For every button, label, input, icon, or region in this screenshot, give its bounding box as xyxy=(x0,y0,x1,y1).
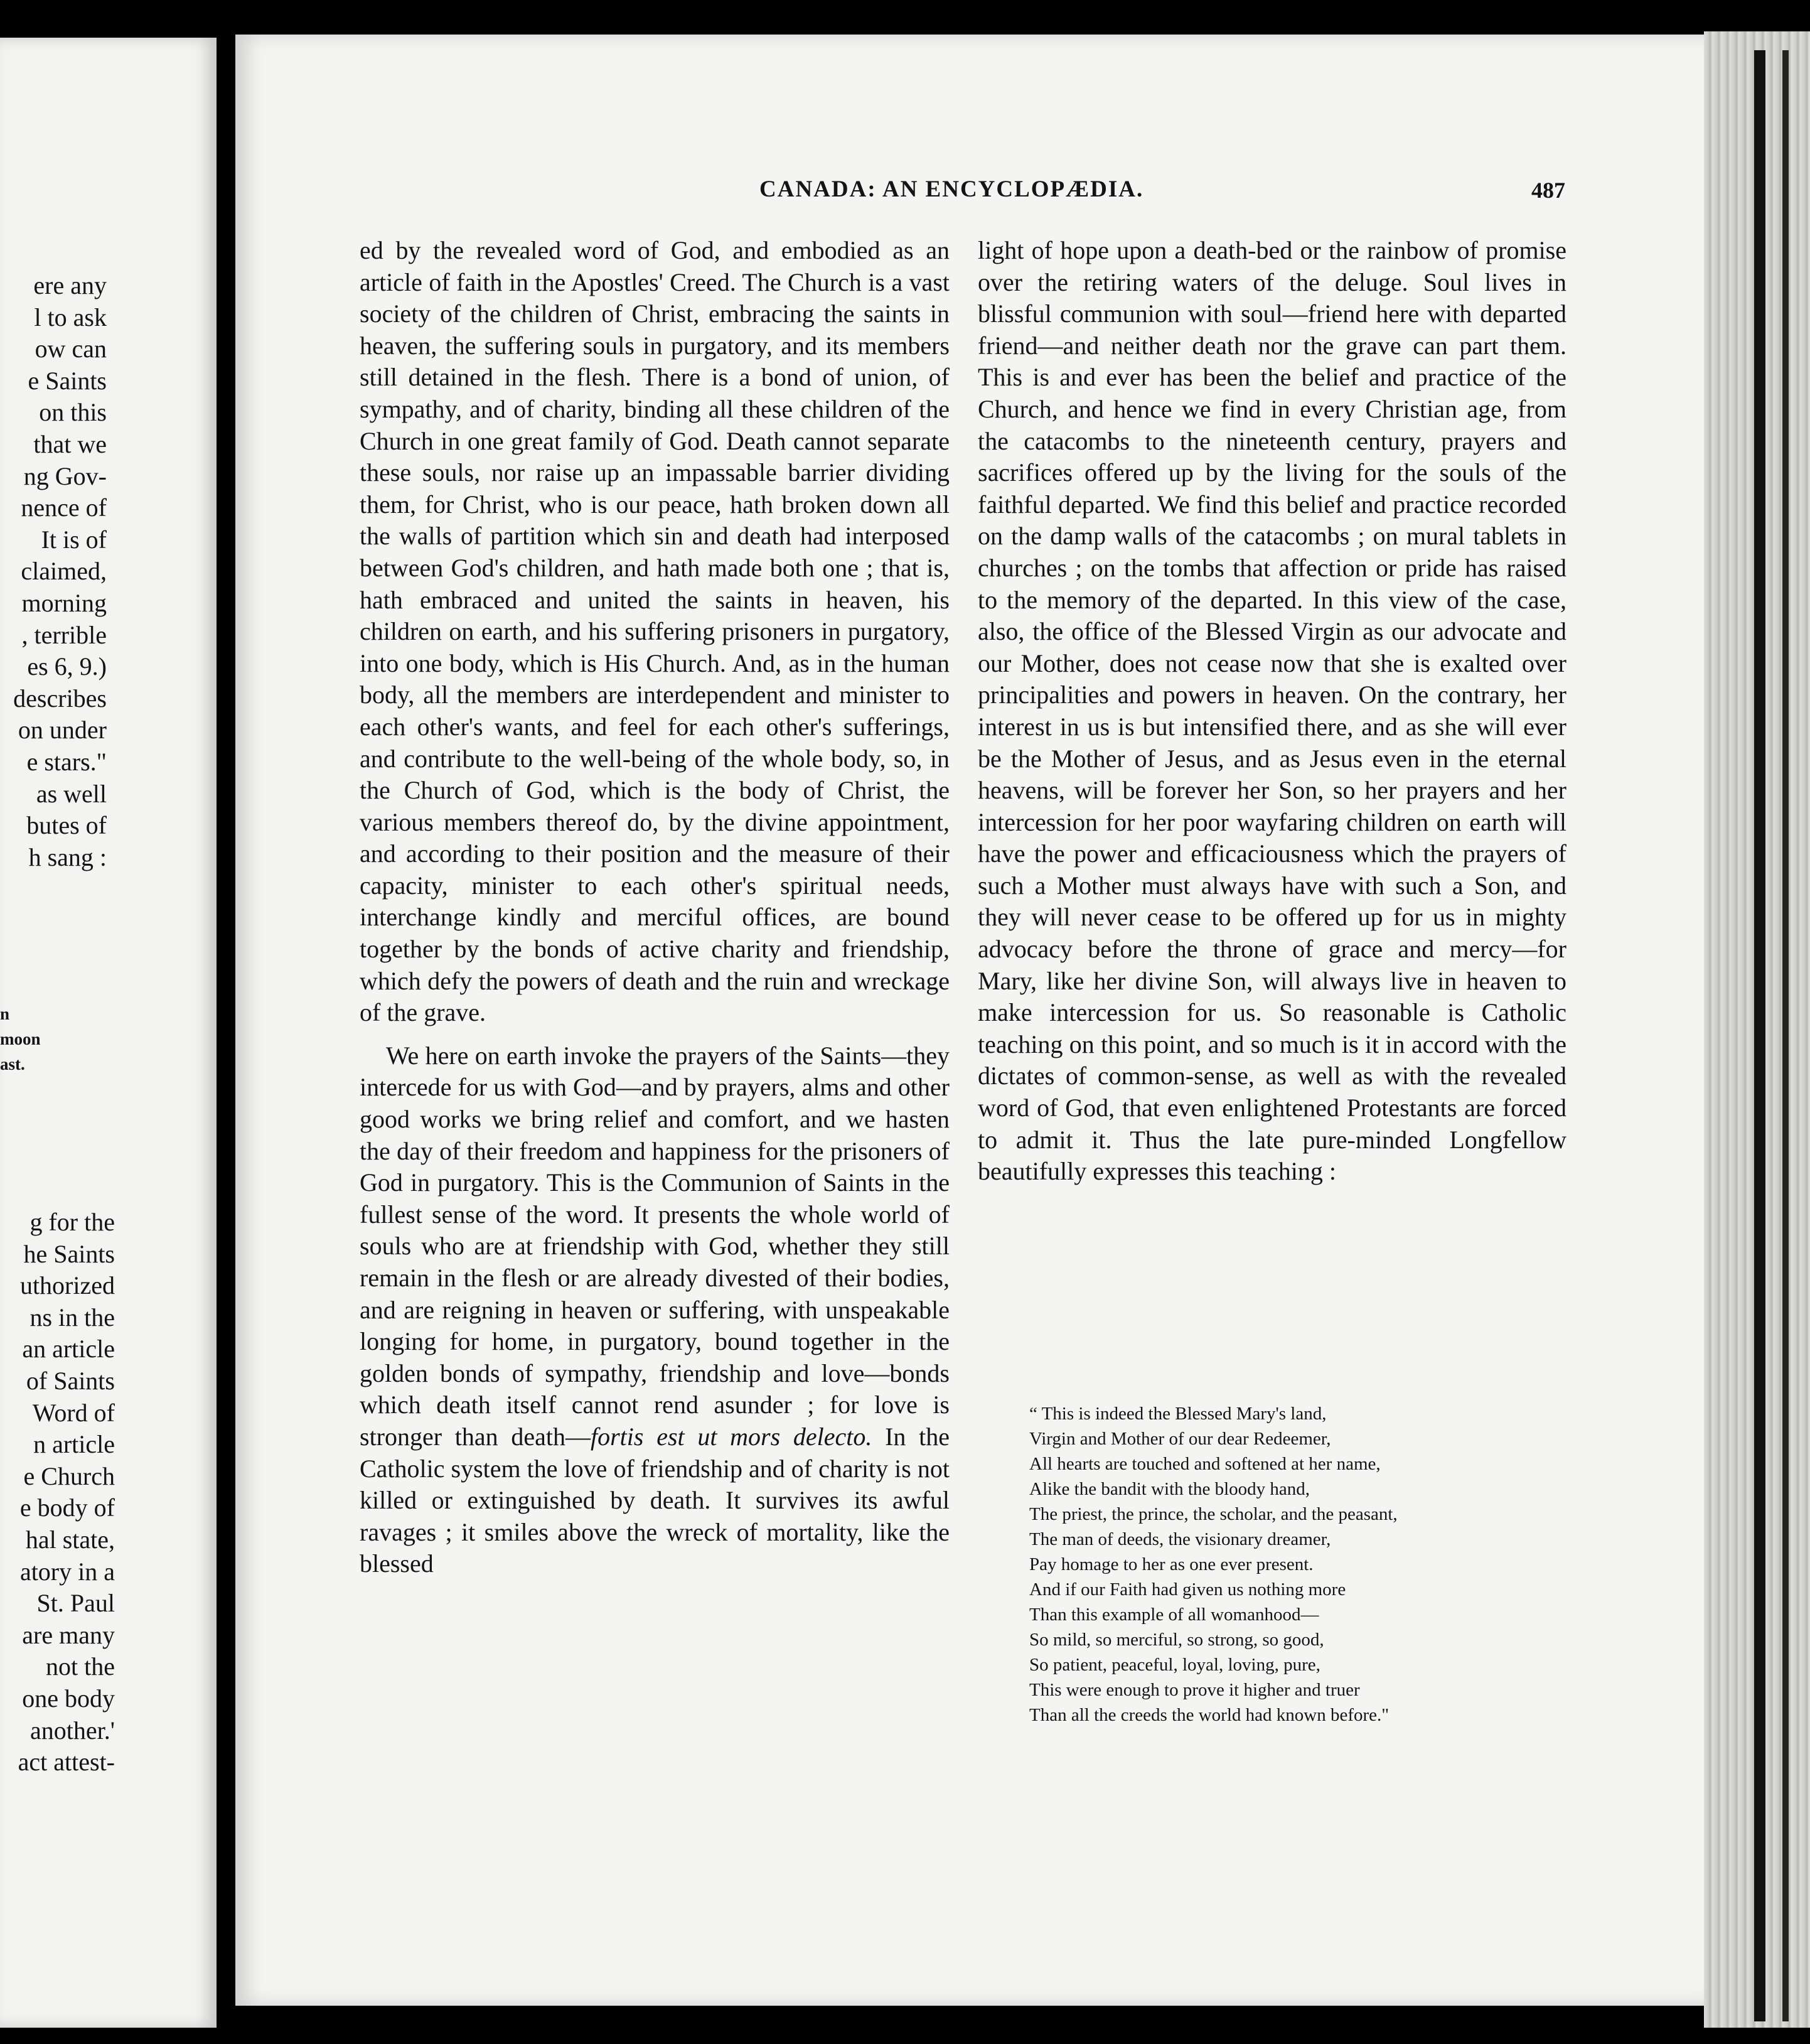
right-column xyxy=(978,235,1566,1188)
text-line: morning xyxy=(21,588,107,617)
text-line: uthorized xyxy=(19,1271,115,1300)
left-page xyxy=(0,38,217,2028)
text-line: another.' xyxy=(30,1716,115,1745)
text-line: on under xyxy=(18,716,107,745)
poem-line: So patient, peaceful, loyal, loving, pure, xyxy=(1029,1655,1320,1675)
text-line: ow can xyxy=(35,335,107,363)
text-line: ng Gov- xyxy=(23,461,107,490)
text-line: es 6, 9.) xyxy=(27,652,107,681)
text-line: ast. xyxy=(0,1055,25,1073)
text-line: butes of xyxy=(26,811,107,840)
text-line: , terrible xyxy=(21,620,107,649)
paragraph xyxy=(360,1040,950,1580)
left-page-text-bottom xyxy=(0,1207,115,1778)
text-line: h sang : xyxy=(28,842,107,871)
poem-line: And if our Faith had given us nothing more xyxy=(1029,1579,1346,1600)
text-line: e Church xyxy=(23,1461,115,1490)
text-line: n xyxy=(0,1004,10,1023)
paragraph-text: We here on earth invoke the prayers of the Saints—they intercede for us with God—and by prayers, alms and other good works we bring relief and comfort, and we hasten the day of their freedom and happiness for the prisoners of God in purgatory. This is the Communion of Saints in the fullest sense of the word. It presents the whole world of souls who are at friendship with God, whether they still remain in the flesh or are already divested of their bodies, and are reigning in heaven or suffering, with unspeakable longing for home, in purgatory, bound together in the golden bonds of sympathy, friendship and love—bonds which death itself cannot rend asunder ; for love is stronger than death— xyxy=(360,1041,950,1451)
running-head: CANADA: AN ENCYCLOPÆDIA. xyxy=(759,176,1144,202)
text-line: e Saints xyxy=(28,366,107,395)
latin-phrase: fortis est ut mors delecto. xyxy=(591,1422,872,1451)
left-column xyxy=(360,235,950,1580)
text-line: Word of xyxy=(32,1398,115,1427)
left-page-text-top xyxy=(0,270,107,873)
poem-line: This were enough to prove it higher and truer xyxy=(1029,1680,1360,1700)
poem-line: Alike the bandit with the bloody hand, xyxy=(1029,1479,1310,1499)
page-edge-shadow xyxy=(1782,50,1789,2021)
paragraph: light of hope upon a death-bed or the rainbow of promise over the retiring waters of the deluge. Soul lives in blissful communion with soul—friend here with departed friend—and neither death nor the grave can part them. This is and ever has been the belief and practice of the Church, and hence we find in every Christian age, from the catacombs to the nineteenth century, prayers and sacrifices offered up by the living for the souls of the faithful departed. We find this belief and practice recorded on the damp walls of the catacombs ; on mural tablets in churches ; on the tombs that affection or pride has raised to the memory of the departed. In this view of the case, also, the office of the Blessed Virgin as our advocate and our Mother, does not cease now that she is exalted over principalities and powers in heaven. On the contrary, her interest in us is but intensified there, and as she will ever be the Mother of Jesus, and as Jesus even in the eternal heavens, will be forever her Son, so her prayers and her intercession for her poor wayfaring children on earth will have the power and efficaciousness which the prayers of such a Mother must always have with such a Son, and they will never cease to be offered up for us in mighty advocacy before the throne of grace and mercy—for Mary, like her divine Son, will always live in heaven to make intercession for us. So reasonable is Catholic teaching on this point, and so much is it in accord with the dictates of common-sense, as well as with the revealed word of God, that even enlightened Protestants are forced to admit it. Thus the late pure-minded Longfellow beautifully expresses this teaching : xyxy=(978,236,1566,1186)
poem-line: All hearts are touched and softened at her name, xyxy=(1029,1454,1381,1474)
text-line: ns in the xyxy=(29,1303,115,1331)
text-line: St. Paul xyxy=(36,1589,115,1618)
text-line: hal state, xyxy=(25,1525,115,1554)
text-line: g for the xyxy=(29,1208,115,1236)
text-line: that we xyxy=(33,429,107,458)
poem-line: Than all the creeds the world had known before." xyxy=(1029,1705,1390,1725)
text-line: l to ask xyxy=(34,303,107,331)
poem-line: Pay homage to her as one ever present. xyxy=(1029,1554,1314,1574)
text-line: describes xyxy=(13,684,107,713)
paragraph-text: In the Catholic system the love of friendship and of charity is not killed or extinguished by death. It survives its awful ravages ; it smiles above the wreck of mortality, like the blessed xyxy=(360,1422,950,1578)
text-line: as well xyxy=(36,779,107,808)
poem-line: “ This is indeed the Blessed Mary's land, xyxy=(1029,1404,1327,1424)
poem-line: So mild, so merciful, so strong, so good, xyxy=(1029,1630,1324,1650)
text-line: atory in a xyxy=(19,1557,115,1586)
text-line: It is of xyxy=(41,525,107,554)
poem-line: Than this example of all womanhood— xyxy=(1029,1605,1319,1625)
text-line: are many xyxy=(22,1620,115,1649)
text-line: e stars." xyxy=(26,747,107,776)
text-line: e body of xyxy=(19,1493,115,1522)
text-line: nence of xyxy=(21,493,107,522)
left-page-quote-fragment xyxy=(0,1001,75,1077)
text-line: moon xyxy=(0,1030,41,1048)
page-number: 487 xyxy=(1531,178,1565,203)
text-line: n article xyxy=(33,1430,115,1459)
paragraph: ed by the revealed word of God, and embodied as an article of faith in the Apostles' Creed. The Church is a vast society of the children of Christ, embracing the saints in heaven, the suffering souls in purgatory, and its members still detained in the flesh. There is a bond of union, of sympathy, and of charity, binding all these children of the Church in one great family of God. Death cannot separate these souls, nor raise up an impassable barrier dividing them, for Christ, who is our peace, hath broken down all the walls of partition which sin and death had interposed between God's children, and hath made both one ; that is, hath embraced and united the saints in heaven, his children on earth, and his suffering prisoners in purgatory, into one body, which is His Church. And, as in the human body, all the members are interdependent and minister to each other's wants, and feel for each other's sufferings, and contribute to the well-being of the whole body, so, in the Church of God, which is the body of Christ, the various members thereof do, by the divine appointment, and according to their position and the measure of their capacity, minister to each other's spiritual needs, interchange kindly and merciful offices, are bound together by the bonds of active charity and friendship, which defy the powers of death and the ruin and wreckage of the grave. xyxy=(360,236,950,1027)
poem-line: Virgin and Mother of our dear Redeemer, xyxy=(1029,1429,1331,1449)
text-line: of Saints xyxy=(26,1366,115,1395)
text-line: an article xyxy=(22,1335,115,1364)
text-line: not the xyxy=(46,1652,115,1681)
page-edge-shadow xyxy=(1754,50,1765,2021)
poem-quotation xyxy=(1029,1401,1544,1728)
text-line: one body xyxy=(22,1684,115,1713)
text-line: act attest- xyxy=(18,1748,115,1777)
text-line: ere any xyxy=(33,271,107,299)
poem-line: The priest, the prince, the scholar, and the peasant, xyxy=(1029,1504,1398,1524)
text-line: he Saints xyxy=(23,1239,115,1268)
text-line: on this xyxy=(39,398,107,427)
text-line: claimed, xyxy=(21,557,107,586)
poem-line: The man of deeds, the visionary dreamer, xyxy=(1029,1529,1331,1549)
